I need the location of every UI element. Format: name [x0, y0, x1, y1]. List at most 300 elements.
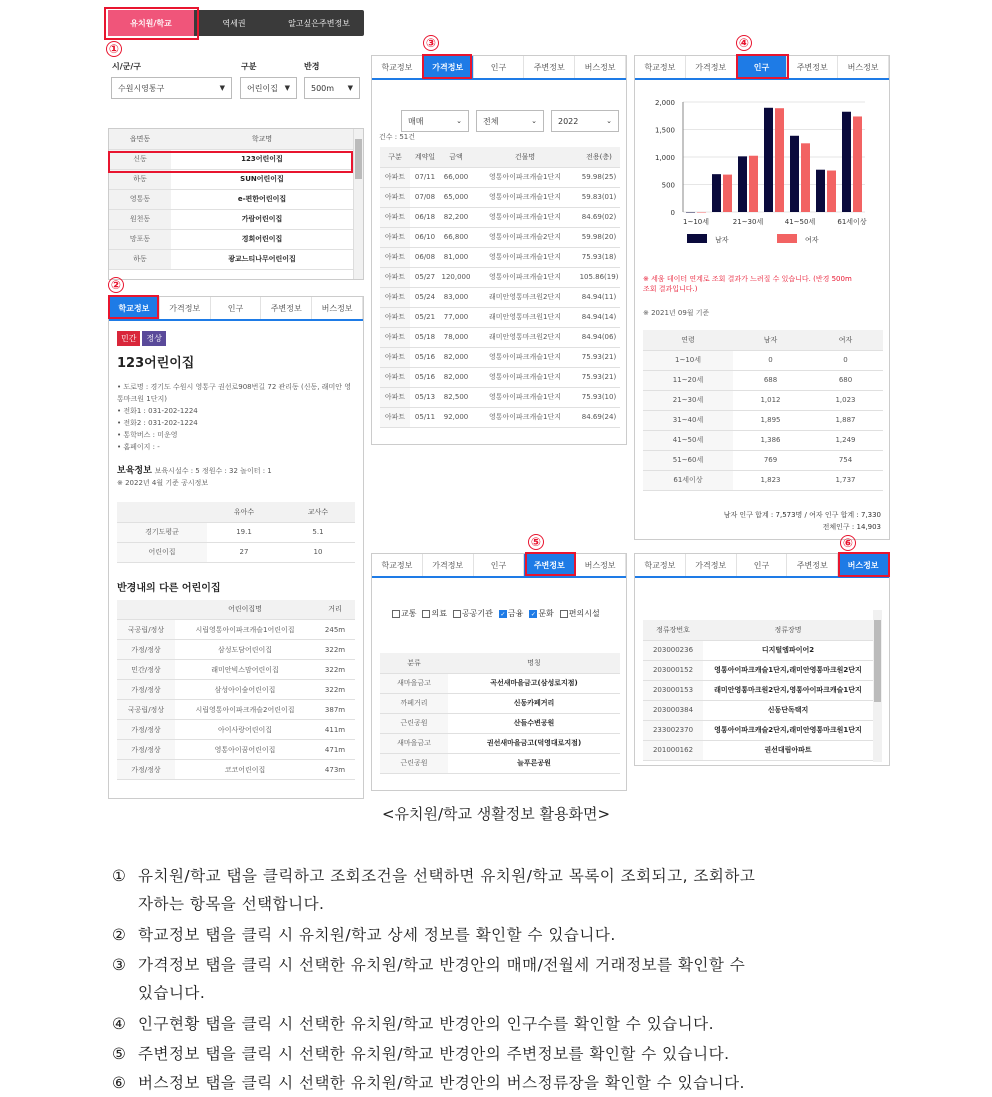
table-cell: 471m: [315, 740, 355, 760]
col-header: 분류: [380, 653, 448, 673]
table-cell: 권선새마을금고(덕영대로지점): [448, 733, 620, 753]
region-label: 시/군/구: [112, 62, 142, 71]
table-cell: 가정/정상: [117, 740, 175, 760]
house-select-value: 전체: [483, 116, 499, 126]
table-cell: 영통아이파크캐슬1단지: [472, 207, 578, 227]
table-cell: 아파트: [380, 167, 410, 187]
table-cell: 1,012: [733, 390, 808, 410]
school-name-cell[interactable]: 광교느티나무어린이집: [171, 249, 353, 269]
table-cell: 신동카페거리: [448, 693, 620, 713]
table-cell: 디지털엠파이어2: [703, 640, 873, 660]
bus-table: [643, 620, 873, 761]
table-cell: 83,000: [440, 287, 472, 307]
school-row[interactable]: [109, 189, 353, 209]
care-note: ※ 2022년 4월 기준 공시정보: [117, 479, 209, 487]
radius-select-value: 500m: [311, 83, 335, 93]
population-table: [643, 330, 883, 491]
table-cell: 05/18: [410, 327, 440, 347]
bus-panel: [634, 553, 890, 766]
table-cell: 1,823: [733, 470, 808, 490]
table-cell: 82,000: [440, 367, 472, 387]
tab-3[interactable]: 주변정보: [787, 56, 838, 78]
bar-남자: [842, 112, 851, 212]
table-cell: 0: [808, 350, 883, 370]
table-cell: 래미안영통마크원2단지: [472, 327, 578, 347]
table-row[interactable]: [117, 740, 355, 760]
table-cell: 삼성도담어린이집: [175, 640, 315, 660]
checked-box-icon[interactable]: ✓: [500, 610, 506, 618]
table-row: [380, 227, 620, 247]
highlight-5: [525, 552, 576, 576]
table-cell: 688: [733, 370, 808, 390]
col-header: 남자: [733, 330, 808, 350]
table-cell: 영통아이파크캐슬1단지,래미안영통마크원2단지: [703, 660, 873, 680]
highlight-4: [736, 54, 789, 79]
table-row: [643, 450, 883, 470]
table-row[interactable]: [117, 620, 355, 640]
col-header: 유아수: [207, 502, 281, 522]
table-cell: 84.69(24): [578, 407, 620, 427]
table-cell: 가정/정상: [117, 680, 175, 700]
check-label: 의료: [431, 609, 447, 618]
table-cell: 1,887: [808, 410, 883, 430]
school-row[interactable]: [109, 249, 353, 269]
table-cell: 근린공원: [380, 713, 448, 733]
table-row[interactable]: [643, 740, 873, 760]
table-row: [380, 347, 620, 367]
x-tick: 1~10세: [683, 218, 709, 226]
table-row: [380, 407, 620, 427]
col-header: 학교명: [171, 129, 353, 149]
table-cell: 영통아이파크캐슬1단지: [472, 187, 578, 207]
checkbox-icon[interactable]: [422, 610, 430, 618]
description-mark: ④: [112, 1015, 127, 1033]
table-row: [380, 187, 620, 207]
table-cell: 19.1: [207, 522, 281, 542]
radius-select[interactable]: [304, 77, 360, 99]
dong-cell: 영통동: [109, 189, 171, 209]
tab-1[interactable]: 가격정보: [686, 554, 737, 576]
table-row: [117, 542, 355, 562]
tab-0[interactable]: 학교정보: [109, 297, 160, 319]
bar-남자: [712, 174, 721, 212]
col-header: 어린이집명: [175, 600, 315, 620]
x-tick: 21~30세: [732, 218, 764, 226]
table-cell: 아파트: [380, 287, 410, 307]
table-cell: 아파트: [380, 187, 410, 207]
bar-여자: [853, 116, 862, 212]
table-cell: 국공립/정상: [117, 700, 175, 720]
table-cell: 07/08: [410, 187, 440, 207]
table-cell: 05/13: [410, 387, 440, 407]
school-name-cell[interactable]: e-편한어린이집: [171, 189, 353, 209]
marker-4: ④: [736, 35, 752, 51]
table-cell: 1,737: [808, 470, 883, 490]
school-name-cell[interactable]: 경희어린이집: [171, 229, 353, 249]
tab-2[interactable]: 인구: [737, 56, 788, 78]
table-cell: 05/16: [410, 347, 440, 367]
check-공공기관[interactable]: [453, 608, 493, 619]
table-cell: 82,200: [440, 207, 472, 227]
caret-down-icon: ▼: [219, 84, 225, 92]
top-tab-school[interactable]: 유치원/학교: [108, 10, 194, 36]
care-sub: 보육시설수 : 5 정원수 : 32 놀이터 : 1: [154, 467, 272, 475]
bus-scrollbar[interactable]: [873, 610, 882, 762]
table-row: [380, 733, 620, 753]
check-label: 금융: [507, 609, 524, 618]
table-cell: 1,386: [733, 430, 808, 450]
others-title: 반경내의 다른 어린이집: [117, 582, 221, 594]
top-tab-station[interactable]: 역세권: [222, 18, 246, 28]
col-header: 교사수: [281, 502, 355, 522]
table-row: [643, 370, 883, 390]
check-문화[interactable]: [529, 608, 553, 619]
detail-item: • 도로명 : 경기도 수원시 영통구 권선로908번길 72 관리동 (신동, 래미안 영통마크원 1단지): [117, 383, 351, 403]
check-의료[interactable]: [422, 608, 446, 619]
table-cell: 새마을금고: [380, 733, 448, 753]
table-cell: 5.1: [281, 522, 355, 542]
table-cell: 영통아이꿈어린이집: [175, 740, 315, 760]
caret-down-icon: ▼: [347, 84, 353, 92]
table-row[interactable]: [643, 700, 873, 720]
table-row: [643, 410, 883, 430]
table-row: [117, 522, 355, 542]
table-row: [380, 753, 620, 773]
school-row[interactable]: [109, 229, 353, 249]
table-cell: 411m: [315, 720, 355, 740]
description-mark: ⑥: [112, 1074, 127, 1092]
table-cell: 65,000: [440, 187, 472, 207]
bar-여자: [801, 143, 810, 212]
table-cell: 근린공원: [380, 753, 448, 773]
check-label: 문화: [538, 609, 554, 618]
price-table: [380, 147, 620, 428]
table-row[interactable]: [643, 660, 873, 680]
chevron-down-icon: ⌄: [456, 117, 462, 125]
table-row[interactable]: [643, 680, 873, 700]
pop-base: ※ 2021년 09월 기준: [643, 309, 710, 317]
population-chart: [635, 92, 889, 252]
table-row[interactable]: [117, 660, 355, 680]
description-item: [112, 1040, 902, 1068]
table-row[interactable]: [117, 640, 355, 660]
top-tab-nearby[interactable]: 알고싶은주변정보: [288, 18, 350, 28]
table-row[interactable]: [643, 720, 873, 740]
table-row: [643, 350, 883, 370]
table-row: [643, 390, 883, 410]
checkbox-icon[interactable]: [560, 610, 568, 618]
table-cell: 92,000: [440, 407, 472, 427]
description-item: [112, 1069, 902, 1097]
table-cell: 41~50세: [643, 430, 733, 450]
description-text: 버스정보 탭을 클릭 시 선택한 유치원/학교 반경안의 버스정류장을 확인할 수 있습니다.: [138, 1074, 745, 1092]
school-details: [117, 381, 355, 453]
table-cell: 아파트: [380, 267, 410, 287]
table-cell: 국공립/정상: [117, 620, 175, 640]
dong-cell: 신동: [109, 149, 171, 169]
bar-여자: [827, 171, 836, 212]
pop-total-1: 남자 인구 합계 : 7,573명 / 여자 인구 합계 : 7,330: [723, 511, 881, 519]
tab-0[interactable]: 학교정보: [372, 554, 423, 576]
col-header: [117, 600, 175, 620]
table-cell: 05/16: [410, 367, 440, 387]
price-count: 건수 : 51건: [379, 133, 416, 141]
table-cell: 77,000: [440, 307, 472, 327]
check-label: 교통: [401, 609, 417, 618]
description-text: 가격정보 탭을 클릭 시 선택한 유치원/학교 반경안의 매매/전월세 거래정보를 확인할 수: [138, 956, 746, 974]
col-header: 구분: [380, 147, 410, 167]
table-row: [380, 247, 620, 267]
table-cell: 아파트: [380, 407, 410, 427]
table-row: [380, 207, 620, 227]
school-name-cell[interactable]: SUN어린이집: [171, 169, 353, 189]
tab-3[interactable]: 주변정보: [524, 554, 575, 576]
table-row: [380, 267, 620, 287]
table-row: [380, 367, 620, 387]
scroll-thumb[interactable]: [355, 139, 362, 179]
col-header: 여자: [808, 330, 883, 350]
marker-5: ⑤: [528, 534, 544, 550]
table-row: [643, 430, 883, 450]
dong-cell: 원천동: [109, 209, 171, 229]
tab-2[interactable]: 인구: [737, 554, 788, 576]
school-row[interactable]: [109, 209, 353, 229]
x-tick: 61세이상: [837, 218, 867, 226]
table-cell: 387m: [315, 700, 355, 720]
table-cell: 아파트: [380, 387, 410, 407]
table-cell: 61세이상: [643, 470, 733, 490]
checked-box-icon[interactable]: ✓: [530, 610, 536, 618]
tab-0[interactable]: 학교정보: [635, 56, 686, 78]
table-cell: 31~40세: [643, 410, 733, 430]
bar-여자: [723, 175, 732, 212]
table-cell: 영통아이파크캐슬1단지: [472, 407, 578, 427]
tab-4[interactable]: 버스정보: [575, 56, 626, 78]
description-mark: ③: [112, 956, 127, 974]
caret-down-icon: ▼: [284, 84, 290, 92]
col-header: 건물명: [472, 147, 578, 167]
year-select-value: 2022: [558, 116, 579, 126]
detail-item: • 통학버스 : 미운영: [117, 431, 178, 439]
col-header: [117, 502, 207, 522]
description-item: [112, 1010, 902, 1038]
table-cell: 203000153: [643, 680, 703, 700]
table-cell: 233002370: [643, 720, 703, 740]
table-cell: 새마을금고: [380, 673, 448, 693]
table-cell: 가정/정상: [117, 760, 175, 780]
deal-select[interactable]: [401, 110, 469, 132]
table-row[interactable]: [117, 680, 355, 700]
pop-total-2: 전체인구 : 14,903: [822, 523, 881, 531]
bar-남자: [686, 212, 695, 213]
description-mark: ⑤: [112, 1045, 127, 1063]
checkbox-icon[interactable]: [392, 610, 400, 618]
house-select[interactable]: [476, 110, 544, 132]
table-cell: 아파트: [380, 227, 410, 247]
table-cell: 영통아이파크캐슬1단지: [472, 347, 578, 367]
table-cell: 영통아이파크캐슬1단지: [472, 247, 578, 267]
col-header: 명칭: [448, 653, 620, 673]
description-mark: ①: [112, 867, 127, 885]
check-교통[interactable]: [392, 608, 416, 619]
selected-row-highlight: [108, 151, 353, 173]
table-cell: 권선대림아파트: [703, 740, 873, 760]
table-cell: 82,500: [440, 387, 472, 407]
description-item: [112, 951, 902, 1007]
pop-note: ※ 세움 데이터 연계로 조회 결과가 느려질 수 있습니다. (반경 500m 조회 결과입니다.): [643, 275, 852, 293]
type-select[interactable]: [240, 77, 297, 99]
table-cell: 75.93(10): [578, 387, 620, 407]
tab-2[interactable]: 인구: [474, 56, 525, 78]
table-cell: 51~60세: [643, 450, 733, 470]
table-cell: 삼성아이숲어린이집: [175, 680, 315, 700]
tab-0[interactable]: 학교정보: [635, 554, 686, 576]
table-cell: 59.98(25): [578, 167, 620, 187]
table-cell: 영통아이파크캐슬2단지,래미안영통마크원1단지: [703, 720, 873, 740]
description-item: [112, 862, 902, 918]
check-label: 공공기관: [461, 609, 493, 618]
tab-3[interactable]: 주변정보: [261, 297, 312, 319]
table-cell: 66,000: [440, 167, 472, 187]
bar-남자: [764, 108, 773, 212]
table-cell: 0: [733, 350, 808, 370]
table-row: [380, 387, 620, 407]
chevron-down-icon: ⌄: [531, 117, 537, 125]
table-row: [380, 713, 620, 733]
tab-3[interactable]: 주변정보: [787, 554, 838, 576]
tab-4[interactable]: 버스정보: [838, 554, 889, 576]
detail-item: • 전화2 : 031-202-1224: [117, 419, 198, 427]
description-text: 유치원/학교 탭을 클릭하고 조회조건을 선택하면 유치원/학교 목록이 조회되고, 조회하고: [138, 867, 756, 885]
tab-3[interactable]: 주변정보: [524, 56, 575, 78]
tab-1[interactable]: 가격정보: [160, 297, 211, 319]
tab-1[interactable]: 가격정보: [423, 554, 474, 576]
y-tick: 2,000: [654, 99, 675, 107]
y-tick: 1,000: [654, 154, 675, 162]
checkbox-icon[interactable]: [453, 610, 461, 618]
table-row[interactable]: [117, 760, 355, 780]
description-text-cont: 있습니다.: [138, 984, 206, 1002]
table-cell: 아이사랑어린이집: [175, 720, 315, 740]
table-cell: 래미안영통마크원2단지: [472, 287, 578, 307]
table-row: [643, 470, 883, 490]
table-row[interactable]: [117, 720, 355, 740]
table-cell: 105.86(19): [578, 267, 620, 287]
table-cell: 06/18: [410, 207, 440, 227]
table-row[interactable]: [643, 640, 873, 660]
table-cell: 산들수변공원: [448, 713, 620, 733]
badge-private: 민간: [117, 331, 140, 346]
tab-2[interactable]: 인구: [211, 297, 262, 319]
type-select-value: 어린이집: [247, 83, 278, 93]
table-cell: 473m: [315, 760, 355, 780]
region-select[interactable]: [111, 77, 232, 99]
table-row[interactable]: [117, 700, 355, 720]
dong-cell: 망포동: [109, 229, 171, 249]
table-cell: 245m: [315, 620, 355, 640]
table-cell: 84.94(14): [578, 307, 620, 327]
table-cell: 322m: [315, 680, 355, 700]
table-cell: 아파트: [380, 327, 410, 347]
table-cell: 203000384: [643, 700, 703, 720]
check-금융[interactable]: [499, 608, 523, 619]
table-cell: 84.94(06): [578, 327, 620, 347]
table-cell: 84.69(02): [578, 207, 620, 227]
highlight-2: [108, 295, 159, 319]
table-cell: 늘푸른공원: [448, 753, 620, 773]
table-row: [380, 693, 620, 713]
table-cell: 1~10세: [643, 350, 733, 370]
table-cell: 07/11: [410, 167, 440, 187]
legend-swatch: [687, 234, 707, 243]
bar-여자: [775, 108, 784, 212]
table-cell: 81,000: [440, 247, 472, 267]
table-cell: 05/24: [410, 287, 440, 307]
table-cell: 75.93(21): [578, 347, 620, 367]
bar-남자: [738, 156, 747, 212]
table-cell: 82,000: [440, 347, 472, 367]
col-header: 전용(층): [578, 147, 620, 167]
tab-1[interactable]: 가격정보: [686, 56, 737, 78]
highlight-1: [104, 7, 199, 40]
check-편의시설[interactable]: [560, 608, 600, 619]
description-text: 인구현황 탭을 클릭 시 선택한 유치원/학교 반경안의 인구수를 확인할 수 있습니다.: [138, 1015, 715, 1033]
tab-4[interactable]: 버스정보: [838, 56, 889, 78]
table-cell: 까페거리: [380, 693, 448, 713]
school-name-cell[interactable]: 가람어린이집: [171, 209, 353, 229]
nearby-panel: [371, 553, 627, 791]
legend-label: 여자: [805, 236, 819, 244]
col-header: 정류장명: [703, 620, 873, 640]
tab-0[interactable]: 학교정보: [372, 56, 423, 78]
stats-table: [117, 502, 355, 563]
table-cell: 곡선새마을금고(삼성로지점): [448, 673, 620, 693]
tab-4[interactable]: 버스정보: [575, 554, 626, 576]
table-cell: 322m: [315, 640, 355, 660]
col-header: 연령: [643, 330, 733, 350]
tab-1[interactable]: 가격정보: [423, 56, 474, 78]
table-cell: 아파트: [380, 367, 410, 387]
badge-status: 정상: [142, 331, 165, 346]
table-cell: 경기도평균: [117, 522, 207, 542]
table-cell: 06/10: [410, 227, 440, 247]
marker-6: ⑥: [840, 535, 856, 551]
y-tick: 500: [661, 181, 675, 190]
table-cell: 가정/정상: [117, 720, 175, 740]
table-cell: 75.93(21): [578, 367, 620, 387]
school-name-cell[interactable]: 123어린이집: [171, 149, 353, 169]
bar-여자: [697, 212, 706, 213]
table-cell: 영통아이파크캐슬1단지: [472, 267, 578, 287]
tab-4[interactable]: 버스정보: [312, 297, 363, 319]
x-tick: 41~50세: [784, 218, 816, 226]
tab-2[interactable]: 인구: [474, 554, 525, 576]
description-text: 주변정보 탭을 클릭 시 선택한 유치원/학교 반경안의 주변정보를 확인할 수 있습니다.: [138, 1045, 730, 1063]
scrollbar[interactable]: [353, 129, 363, 279]
bus-scroll-thumb[interactable]: [874, 620, 881, 702]
table-row: [380, 167, 620, 187]
table-cell: 시립영통아이파크캐슬1어린이집: [175, 620, 315, 640]
table-cell: 아파트: [380, 307, 410, 327]
col-header: 거리: [315, 600, 355, 620]
marker-1: ①: [106, 41, 122, 57]
caption: <유치원/학교 생활정보 활용화면>: [381, 805, 611, 823]
nearby-checks: [392, 608, 600, 619]
table-cell: 754: [808, 450, 883, 470]
year-select[interactable]: [551, 110, 619, 132]
description-text-cont: 자하는 항목을 선택합니다.: [138, 895, 325, 913]
price-panel: [371, 55, 627, 445]
